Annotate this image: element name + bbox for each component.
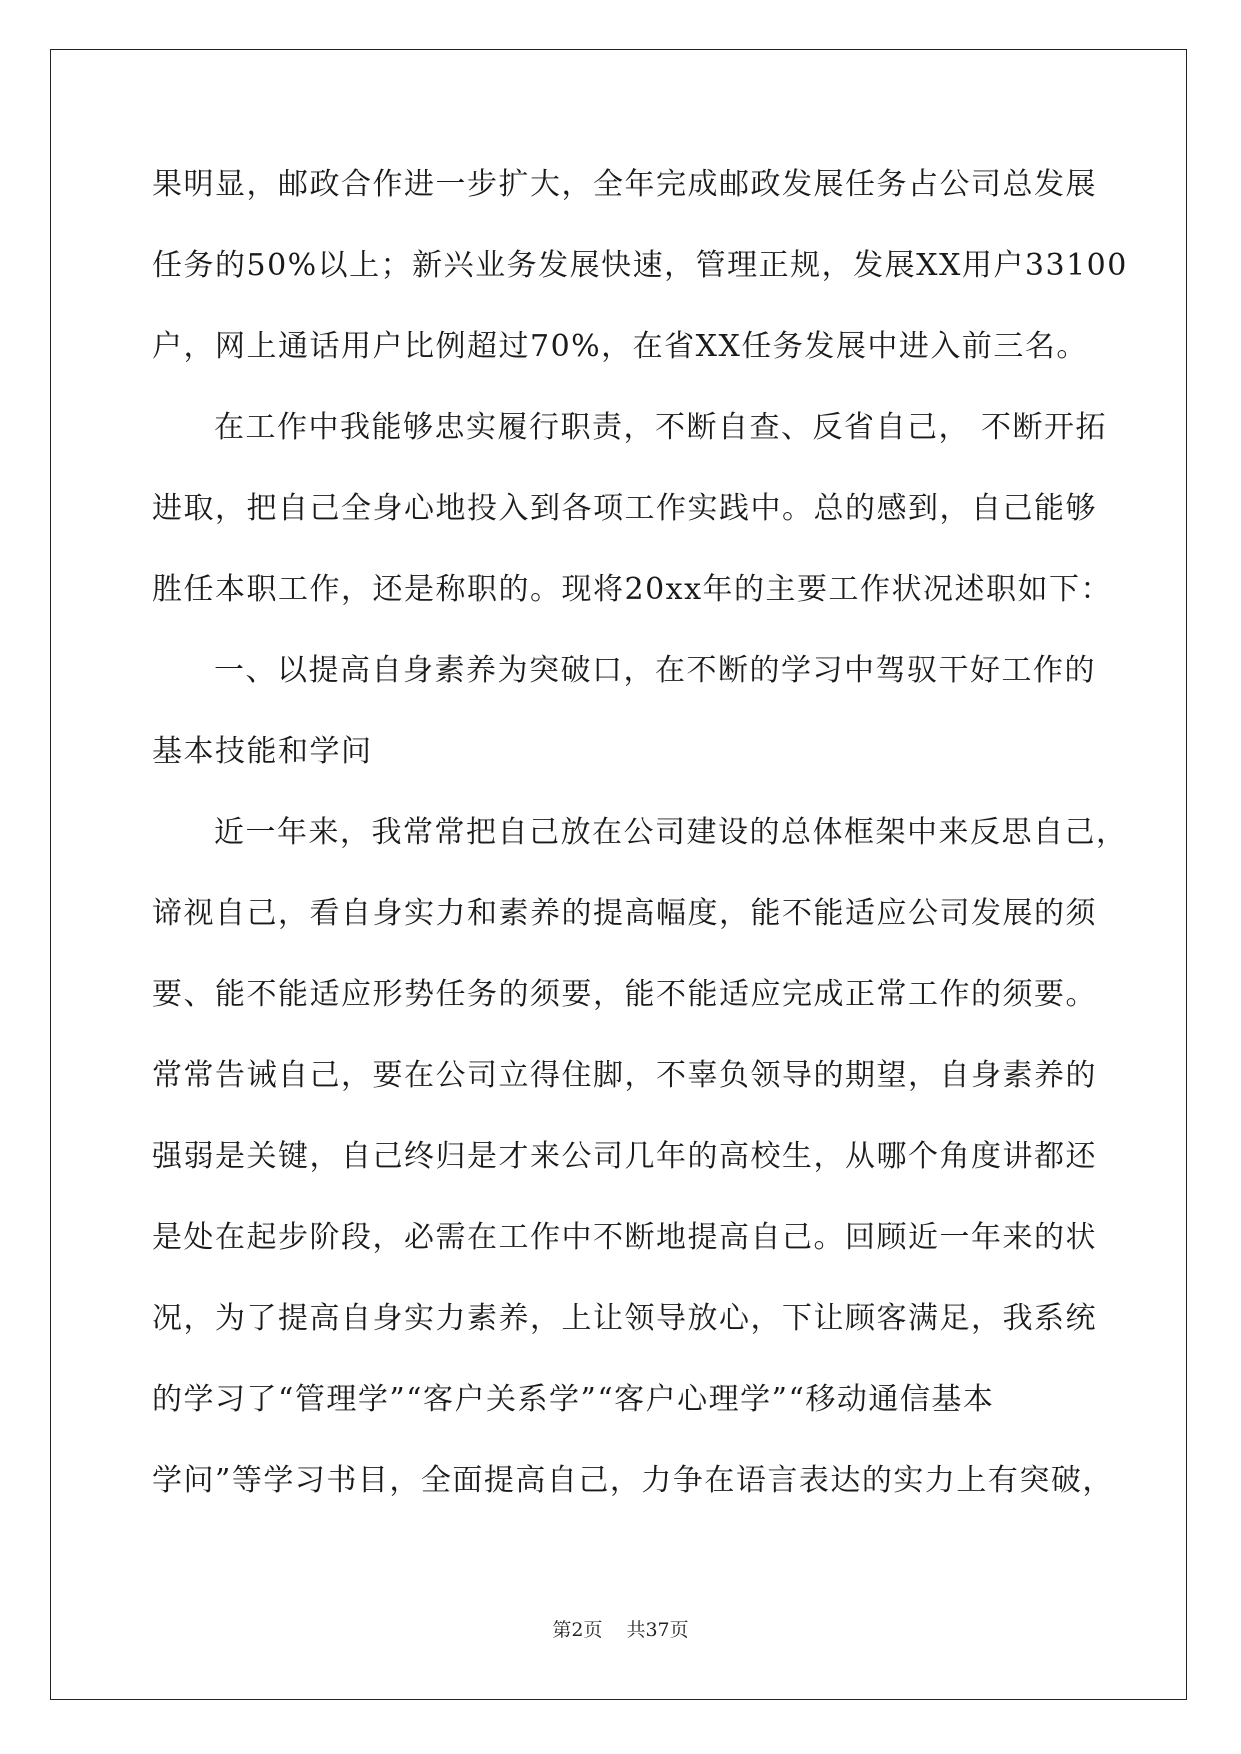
text-line: 学问”等学习书目，全面提高自己，力争在语言表达的实力上有突破， xyxy=(152,1463,1114,1498)
text-line: 谛视自己，看自身实力和素养的提高幅度，能不能适应公司发展的须 xyxy=(152,896,1097,931)
text-line: 常常告诫自己，要在公司立得住脚，不辜负领导的期望，自身素养的 xyxy=(152,1058,1097,1093)
text-line: 在工作中我能够忠实履行职责，不断自查、反省自己， 不断开拓 xyxy=(214,410,1108,445)
text-line: 户，网上通话用户比例超过70%，在省XX任务发展中进入前三名。 xyxy=(152,329,1088,364)
text-line: 进取，把自己全身心地投入到各项工作实践中。总的感到，自己能够 xyxy=(152,491,1097,526)
text-line: 近一年来，我常常把自己放在公司建设的总体框架中来反思自己， xyxy=(214,815,1128,850)
text-line: 强弱是关键，自己终归是才来公司几年的高校生，从哪个角度讲都还 xyxy=(152,1139,1097,1174)
text-line: 况，为了提高自身实力素养，上让领导放心，下让顾客满足，我系统 xyxy=(152,1301,1097,1336)
text-line: 要、能不能适应形势任务的须要，能不能适应完成正常工作的须要。 xyxy=(152,977,1097,1012)
document-body xyxy=(152,163,1128,1540)
section-heading-line: 基本技能和学问 xyxy=(152,734,373,769)
text-line: 胜任本职工作，还是称职的。现将20xx年的主要工作状况述职如下： xyxy=(152,572,1113,607)
total-page-count: 共37页 xyxy=(626,1619,689,1641)
text-line: 是处在起步阶段，必需在工作中不断地提高自己。回顾近一年来的状 xyxy=(152,1220,1097,1255)
text-line: 的学习了“管理学”“客户关系学”“客户心理学”“移动通信基本 xyxy=(152,1382,995,1417)
text-line: 果明显，邮政合作进一步扩大，全年完成邮政发展任务占公司总发展 xyxy=(152,167,1097,202)
text-line: 任务的50%以上；新兴业务发展快速，管理正规，发展XX用户33100 xyxy=(152,248,1128,283)
page-footer xyxy=(0,1618,1241,1642)
current-page-number: 第2页 xyxy=(552,1619,603,1641)
section-heading-line: 一、以提高自身素养为突破口，在不断的学习中驾驭干好工作的 xyxy=(214,653,1096,688)
